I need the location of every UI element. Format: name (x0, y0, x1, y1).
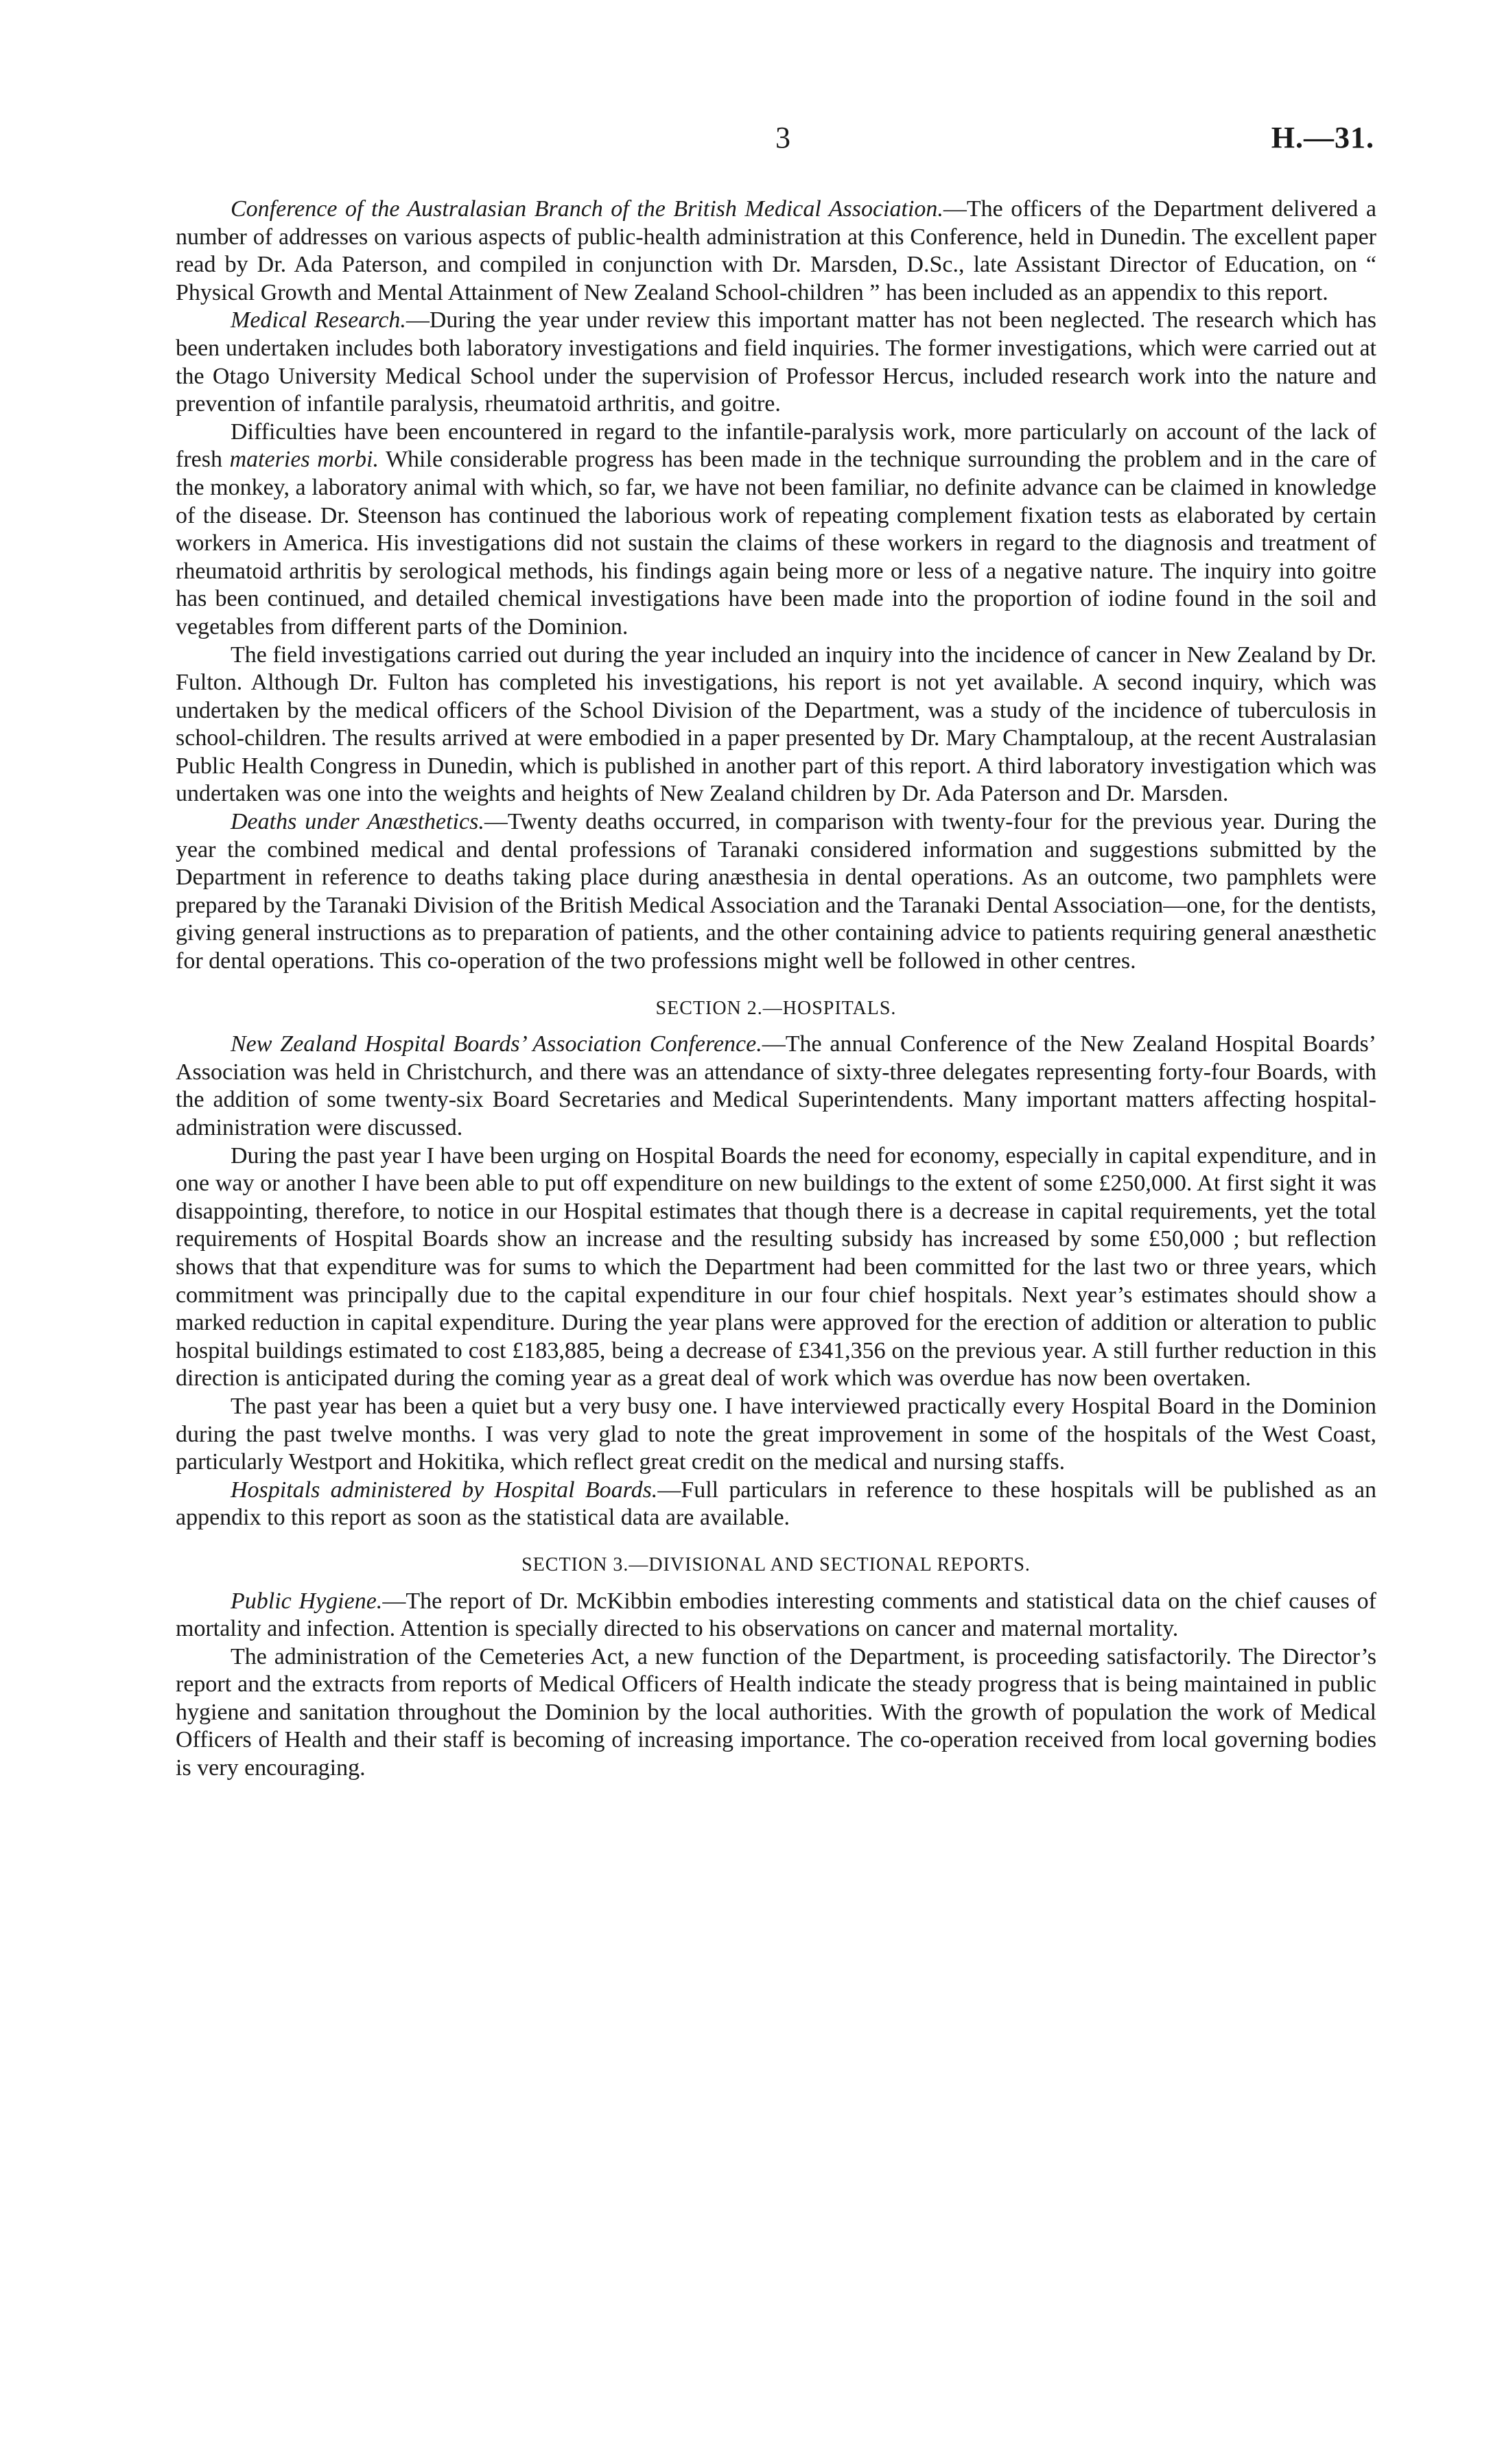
paragraph-lead: New Zealand Hospital Boards’ Association Conference. (231, 1031, 762, 1057)
paragraph-text: —The report of Dr. McKibbin embodies interesting comments and statistical data on the chief causes of mortality and infection. Attention is specially directed to his observations on cancer and maternal mortality. (176, 1588, 1376, 1642)
paragraph-medical-research (176, 307, 1376, 418)
document-reference: H.—31. (1271, 121, 1374, 154)
paragraph-text: —During the year under review this important matter has not been neglected. The research which has been undertaken includes both laboratory investigations and field inquiries. The former investigations, which were carried out at the Otago University Medical School under the supervision of Professor Hercus, included research work into the nature and prevention of infantile paralysis, rheumatoid arthritis, and goitre. (176, 307, 1376, 417)
paragraph-text: —Full particulars in reference to these hospitals will be published as an appendix to this report as soon as the statistical data are available. (176, 1477, 1376, 1531)
paragraph-field-investigations: The field investigations carried out during the year included an inquiry into the incidence of cancer in New Zealand by Dr. Fulton. Although Dr. Fulton has completed his investigations, his report is not yet available. A second inquiry, which was undertaken by the medical officers of the School Division of the Department, was a study of the incidence of tuberculosis in school-children. The results arrived at were embodied in a paper presented by Dr. Mary Champtaloup, at the recent Australasian Public Health Congress in Dunedin, which is published in another part of this report. A third laboratory investigation which was undertaken was one into the weights and heights of New Zealand children by Dr. Ada Paterson and Dr. Marsden. (176, 642, 1376, 807)
paragraph-text: While considerable progress has been made in the technique surrounding the problem and in the care of the monkey, a laboratory animal with which, so far, we have not been familiar, no definite advance can be claimed in knowledge of the disease. Dr. Steenson has continued the laborious work of repeating complement fixation tests as elaborated by certain workers in America. His investigations did not sustain the claims of these workers in regard to the diagnosis and treatment of rheumatoid arthritis by serological methods, his findings again being more or less of a negative nature. The inquiry into goitre has been continued, and detailed chemical investigations have been made into the proportion of iodine found in the soil and vegetables from different parts of the Dominion. (176, 447, 1376, 640)
body-text (176, 196, 1376, 1783)
paragraph-lead: Conference of the Australasian Branch of the British Medical Association. (231, 196, 943, 222)
paragraph-text: Difficulties have been encountered in regard to the infantile-paralysis work, more particularly on account of the lack of fresh (176, 419, 1376, 473)
paragraph-text: —The annual Conference of the New Zealand Hospital Boards’ Association was held in Christchurch, and there was an attendance of sixty-three delegates representing forty-four Boards, with the addition of some twenty-six Board Secretaries and Medical Superintendents. Many important matters affecting hospital-administration were discussed. (176, 1031, 1377, 1140)
paragraph-deaths-anaesthetics (176, 808, 1376, 976)
paragraph-cemeteries-act: The administration of the Cemeteries Act, a new function of the Department, is proceeding satisfactorily. The Director’s report and the extracts from reports of Medical Officers of Health indicate the steady progress that is being maintained in public hygiene and sanitation throughout the Dominion by the local authorities. With the growth of population the work of Medical Officers of Health and their staff is becoming of increasing importance. The co-operation received from local governing bodies is very encouraging. (176, 1643, 1376, 1781)
paragraph-conference-bma (176, 196, 1376, 307)
section-heading-hospitals: SECTION 2.—HOSPITALS. (655, 997, 897, 1019)
paragraph-text: —Twenty deaths occurred, in comparison with twenty-four for the previous year. During the year the combined medical and dental professions of Taranaki considered information and suggestions submitted by the Department in reference to deaths taking place during anæsthesia in dental operations. As an outcome, two pamphlets were prepared by the Taranaki Division of the British Medical Association and the Taranaki Dental Association—one, for the dentists, giving general instructions as to preparation of patients, and the other containing advice to patients requiring general anæsthetic for dental operations. This co-operation of the two professions might well be followed in other centres. (176, 809, 1377, 974)
paragraph-lead: Hospitals administered by Hospital Boards. (231, 1477, 658, 1503)
paragraph-economy: During the past year I have been urging on Hospital Boards the need for economy, especially in capital expenditure, and in one way or another I have been able to put off expenditure on new buildings to the extent of some £250,000. At first sight it was disappointing, therefore, to notice in our Hospital estimates that though there is a decrease in capital requirements, yet the total requirements of Hospital Boards show an increase and the resulting subsidy has increased by some £50,000 ; but reflection shows that that expenditure was for sums to which the Department had been committed for the last two or three years, which commitment was principally due to the capital expenditure in our four chief hospitals. Next year’s estimates should show a marked reduction in capital expenditure. During the year plans were approved for the erection of addition or alteration to public hospital buildings estimated to cost £183,885, being a decrease of £341,356 on the previous year. A still further reduction in this direction is anticipated during the coming year as a great deal of work which was overdue has now been overtaken. (176, 1142, 1376, 1392)
paragraph-italic: materies morbi. (229, 447, 379, 473)
paragraph-text: —The officers of the Department delivered a number of addresses on various aspects of public-health administration at this Conference, held in Dunedin. The excellent paper read by Dr. Ada Paterson, and compiled in conjunction with Dr. Marsden, D.Sc., late Assistant Director of Education, on “ Physical Growth and Mental Attainment of New Zealand School-children ” has been included as an appendix to this report. (176, 196, 1376, 305)
paragraph-busy-year: The past year has been a quiet but a very busy one. I have interviewed practically every Hospital Board in the Dominion during the past twelve months. I was very glad to note the great improvement in some of the hospitals of the West Coast, particularly Westport and Hokitika, which reflect great credit on the medical and nursing staffs. (176, 1393, 1376, 1475)
paragraph-lead: Deaths under Anæsthetics. (231, 809, 484, 835)
page-header (0, 120, 1491, 168)
paragraph-difficulties (176, 419, 1376, 642)
paragraph-public-hygiene (176, 1588, 1376, 1643)
section-heading-divisional-reports: SECTION 3.—DIVISIONAL AND SECTIONAL REPORTS. (521, 1553, 1031, 1575)
page-number: 3 (775, 121, 790, 154)
paragraph-hospital-boards-conference (176, 1031, 1376, 1142)
paragraph-hospitals-administered (176, 1477, 1376, 1532)
paragraph-lead: Medical Research. (231, 307, 406, 333)
paragraph-lead: Public Hygiene. (231, 1588, 383, 1614)
